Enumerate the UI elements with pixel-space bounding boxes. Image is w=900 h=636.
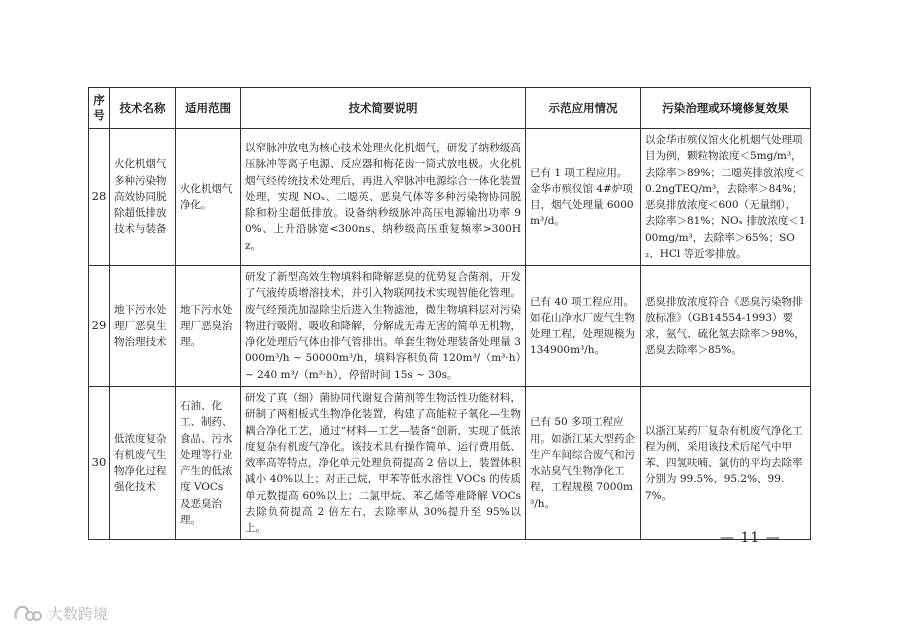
row-tech-name: 地下污水处理厂恶臭生物治理技术: [110, 266, 176, 387]
row-effect: 恶臭排放浓度符合《恶臭污染物排放标准》（GB14554-1993）要求，氨气、硫化氢去除率＞98%，恶臭去除率＞85%。: [641, 266, 811, 387]
header-scope: 适用范围: [176, 88, 241, 129]
row-effect: 以浙江某药厂复杂有机废气净化工程为例，采用该技术后尾气中甲苯、四氢呋喃、氯仿的平均去除率分别为 99.5%、95.2%、99.7%。: [641, 386, 811, 539]
row-index: 29: [89, 266, 110, 387]
row-demo-application: 已有 1 项工程应用。金华市殡仪馆 4#炉项目，烟气处理量 6000m³/d。: [526, 129, 641, 266]
header-demo-application: 示范应用情况: [526, 88, 641, 129]
watermark-text: 大数跨境: [48, 604, 109, 623]
row-index: 30: [89, 386, 110, 539]
header-effect: 污染治理或环境修复效果: [641, 88, 811, 129]
row-tech-name: 低浓度复杂有机废气生物净化过程强化技术: [110, 386, 176, 539]
row-description: 研发了新型高效生物填料和降解恶臭的优势复合菌剂，开发了气液传质增溶技术，并引入物联网技术实现智能化管理。废气经预洗加湿除尘后进入生物滤池，微生物填料层对污染物进行吸附、吸收和降解，分解成无毒无害的简单无机物，净化处理后气体由排气管排出。单套生物处理装备处理量 3000m³/h ~ 50000m³/h，填料容积负荷 120m³/（m³·h）~ 240 m³/（m³·h），停留时间 15s ~ 30s。: [241, 266, 526, 387]
watermark: [12, 602, 108, 624]
table-row: [89, 386, 811, 539]
header-tech-name: 技术名称: [110, 88, 176, 129]
row-tech-name: 火化机烟气多种污染物高效协同脱除超低排放技术与装备: [110, 129, 176, 266]
row-scope: 火化机烟气净化。: [176, 129, 241, 266]
table-header-row: [89, 88, 811, 129]
row-effect: 以金华市殡仪馆火化机烟气处理项目为例，颗粒物浓度＜5mg/m³，去除率＞89%；二噁英排放浓度＜0.2ngTEQ/m³，去除率＞84%；恶臭排放浓度＜600（无量纲），去除率＞81%；NOₓ 排放浓度＜100mg/m³，去除率＞65%；SO₂、HCl 等近零排放。: [641, 129, 811, 266]
header-description: 技术简要说明: [241, 88, 526, 129]
row-index: 28: [89, 129, 110, 266]
row-scope: 石油、化工、制药、食品、污水处理等行业产生的低浓度 VOCs 及恶臭治理。: [176, 386, 241, 539]
row-scope: 地下污水处理厂恶臭治理。: [176, 266, 241, 387]
technology-table: [88, 87, 811, 540]
row-description: 以窄脉冲放电为核心技术处理火化机烟气，研发了纳秒级高压脉冲等离子电源、反应器和梅花齿一筒式放电极。火化机烟气经传统技术处理后，再进入窄脉冲电源综合一体化装置处理，实现 NOₓ、二噁英、恶臭气体等多种污染物协同脱除和粉尘超低排放。设备纳秒级脉冲高压电源输出功率 90%、上升沿脉宽<300ns、纳秒级高压重复频率>300Hz。: [241, 129, 526, 266]
brand-logo-icon: [12, 602, 42, 624]
table-row: [89, 266, 811, 387]
row-demo-application: 已有 40 项工程应用。如花山净水厂废气生物处理工程，处理规模为 134900m³/h。: [526, 266, 641, 387]
page-number: — 11 —: [720, 530, 781, 546]
row-demo-application: 已有 50 多项工程应用。如浙江某大型药企生产车间综合废气和污水站臭气生物净化工程，工程规模 7000m³/h。: [526, 386, 641, 539]
table-row: [89, 129, 811, 266]
row-description: 研发了真（细）菌协同代谢复合菌剂等生物活性功能材料，研制了两相板式生物净化装置，构建了高能粒子氧化—生物耦合净化工艺，通过“材料—工艺—装备”创新，实现了低浓度复杂有机废气净化。该技术具有操作简单、运行费用低、效率高等特点，净化单元处理负荷提高 2 倍以上，装置体积减小 40%以上；对正己烷，甲苯等低水溶性 VOCs 的传质单元数提高 60%以上；二氯甲烷、苯乙烯等难降解 VOCs 去除负荷提高 2 倍左右，去除率从 30%提升至 95%以上。: [241, 386, 526, 539]
header-index: 序号: [89, 88, 110, 129]
